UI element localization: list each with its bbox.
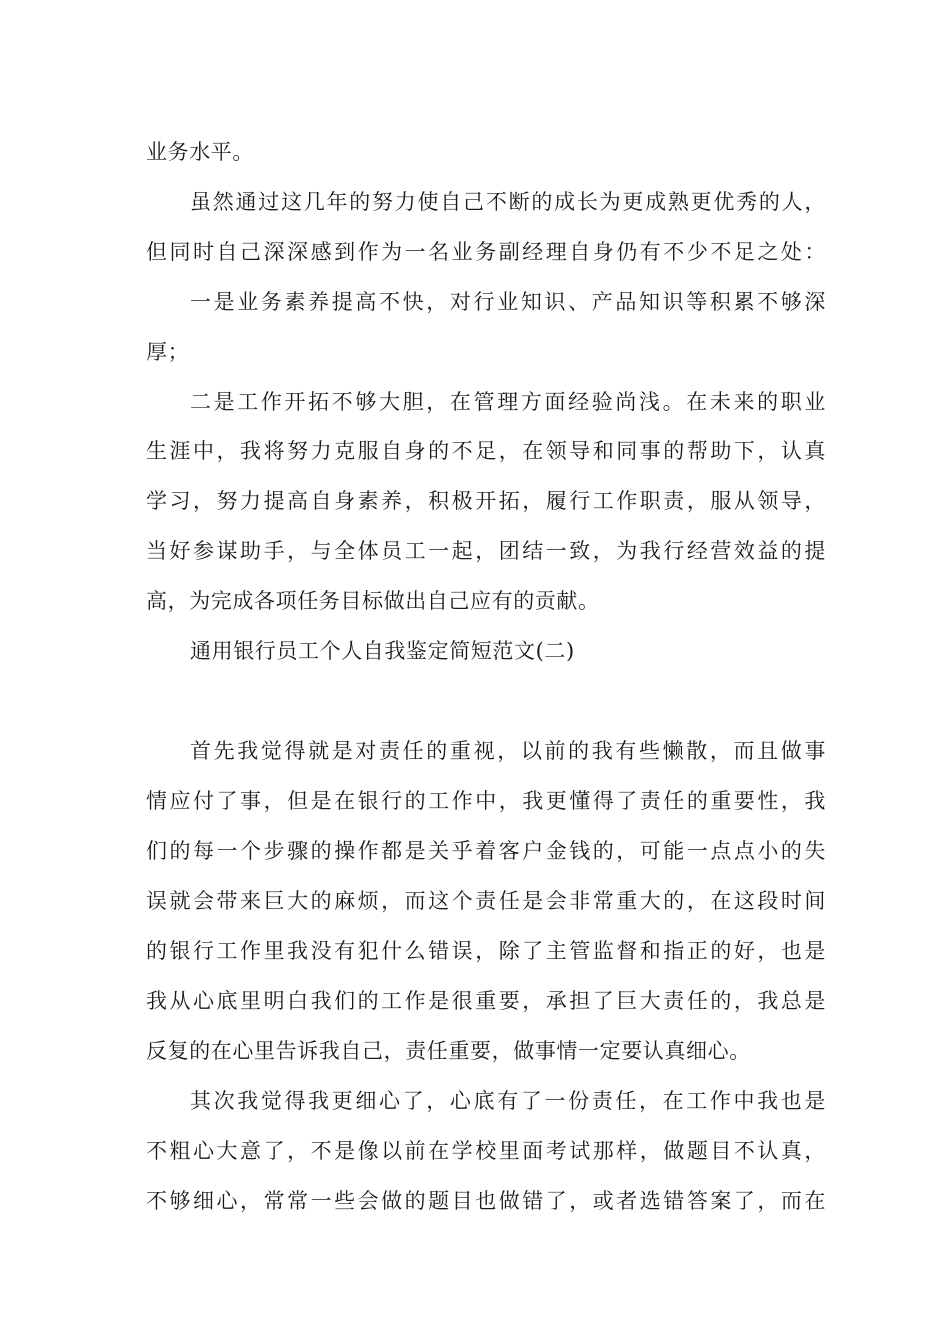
text-line-8: 学习，努力提高自身素养，积极开拓，履行工作职责，服从领导， (146, 489, 826, 513)
section-heading: 通用银行员工个人自我鉴定简短范文(二) (190, 639, 575, 663)
text-line-20: 不粗心大意了，不是像以前在学校里面考试那样，做题目不认真， (146, 1139, 826, 1163)
text-line-4: 一是业务素养提高不快，对行业知识、产品知识等积累不够深 (190, 290, 826, 314)
text-line-12: 首先我觉得就是对责任的重视，以前的我有些懒散，而且做事 (190, 739, 826, 763)
text-line-6: 二是工作开拓不够大胆，在管理方面经验尚浅。在未来的职业 (190, 390, 826, 414)
text-line-21: 不够细心，常常一些会做的题目也做错了，或者选错答案了，而在 (146, 1189, 826, 1213)
text-line-9: 当好参谋助手，与全体员工一起，团结一致，为我行经营效益的提 (146, 539, 826, 563)
text-line-5: 厚； (146, 340, 190, 364)
text-line-7: 生涯中，我将努力克服自身的不足，在领导和同事的帮助下，认真 (146, 439, 826, 463)
text-line-16: 的银行工作里我没有犯什么错误，除了主管监督和指正的好，也是 (146, 939, 826, 963)
text-line-18: 反复的在心里告诉我自己，责任重要，做事情一定要认真细心。 (146, 1039, 751, 1063)
text-line-17: 我从心底里明白我们的工作是很重要，承担了巨大责任的，我总是 (146, 989, 826, 1013)
text-line-2: 虽然通过这几年的努力使自己不断的成长为更成熟更优秀的人， (190, 190, 826, 214)
text-line-14: 们的每一个步骤的操作都是关乎着客户金钱的，可能一点点小的失 (146, 839, 826, 863)
text-line-10: 高，为完成各项任务目标做出自己应有的贡献。 (146, 589, 600, 613)
text-line-19: 其次我觉得我更细心了，心底有了一份责任，在工作中我也是 (190, 1089, 826, 1113)
text-line-1: 业务水平。 (146, 140, 254, 164)
text-line-3: 但同时自己深深感到作为一名业务副经理自身仍有不少不足之处： (146, 240, 826, 264)
text-line-15: 误就会带来巨大的麻烦，而这个责任是会非常重大的，在这段时间 (146, 889, 826, 913)
text-line-13: 情应付了事，但是在银行的工作中，我更懂得了责任的重要性，我 (146, 789, 826, 813)
